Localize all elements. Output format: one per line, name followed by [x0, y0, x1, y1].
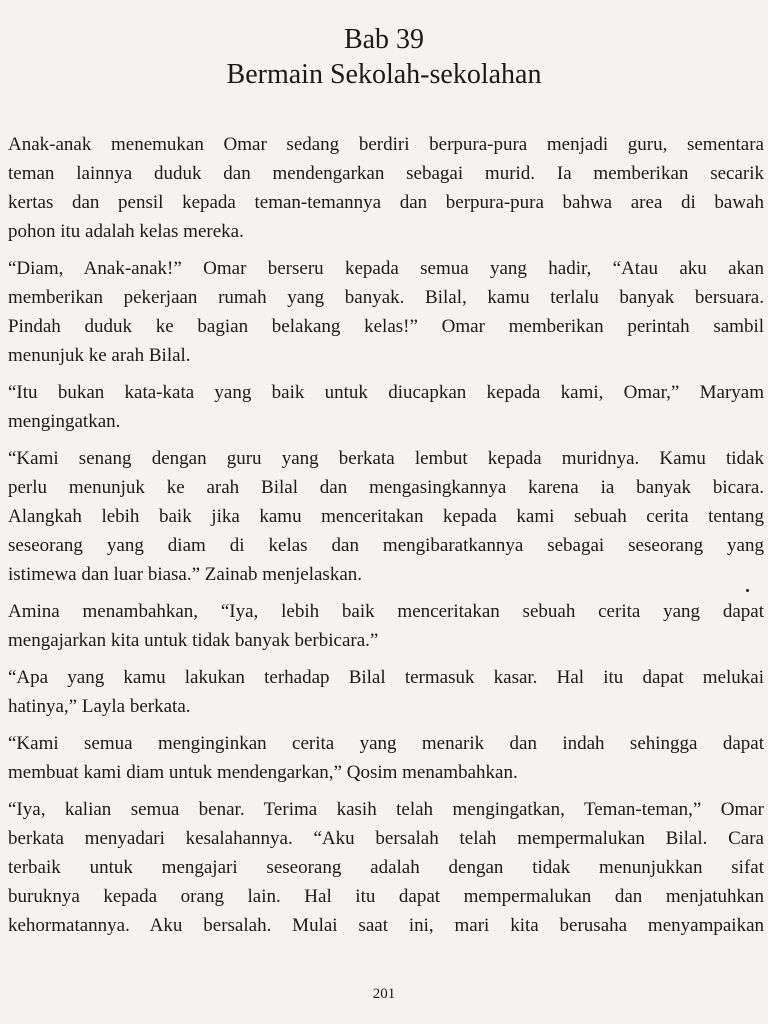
- text-line: mengajarkan kita untuk tidak banyak berbicara.”: [8, 630, 379, 651]
- paragraph: [8, 663, 764, 721]
- paragraph: [8, 795, 764, 940]
- text-line: Pindah duduk ke bagian belakang kelas!” Omar memberikan perintah sambil: [8, 316, 764, 337]
- text-line: “Kami semua menginginkan cerita yang menarik dan indah sehingga dapat: [8, 733, 764, 754]
- text-line: kertas dan pensil kepada teman-temannya dan berpura-pura bahwa area di bawah: [8, 192, 764, 213]
- text-line: Anak-anak menemukan Omar sedang berdiri berpura-pura menjadi guru, sementara: [8, 134, 764, 155]
- paragraph: [8, 130, 764, 246]
- text-line: kehormatannya. Aku bersalah. Mulai saat ini, mari kita berusaha menyampaikan: [8, 915, 764, 936]
- paragraph: [8, 444, 764, 589]
- chapter-title: Bermain Sekolah-sekolahan: [226, 59, 542, 90]
- paragraph: [8, 378, 764, 436]
- text-line: pohon itu adalah kelas mereka.: [8, 221, 244, 242]
- text-line: seseorang yang diam di kelas dan mengibaratkannya sebagai seseorang yang: [8, 535, 764, 556]
- text-line: Alangkah lebih baik jika kamu menceritakan kepada kami sebuah cerita tentang: [8, 506, 764, 527]
- text-line: “Kami senang dengan guru yang berkata lembut kepada muridnya. Kamu tidak: [8, 448, 764, 469]
- text-line: teman lainnya duduk dan mendengarkan sebagai murid. Ia memberikan secarik: [8, 163, 764, 184]
- page-number: 201: [372, 986, 396, 1002]
- paragraph: [8, 729, 764, 787]
- paragraph: [8, 597, 764, 655]
- text-line: buruknya kepada orang lain. Hal itu dapat mempermalukan dan menjatuhkan: [8, 886, 764, 907]
- chapter-number: Bab 39: [343, 24, 425, 55]
- body-text: [8, 130, 764, 948]
- text-line: memberikan pekerjaan rumah yang banyak. Bilal, kamu terlalu banyak bersuara.: [8, 287, 764, 308]
- text-line: “Diam, Anak-anak!” Omar berseru kepada semua yang hadir, “Atau aku akan: [8, 258, 764, 279]
- scan-speck: [746, 589, 749, 592]
- text-line: berkata menyadari kesalahannya. “Aku bersalah telah mempermalukan Bilal. Cara: [8, 828, 764, 849]
- text-line: istimewa dan luar biasa.” Zainab menjelaskan.: [8, 564, 363, 585]
- text-line: “Itu bukan kata-kata yang baik untuk diucapkan kepada kami, Omar,” Maryam: [8, 382, 764, 403]
- text-line: menunjuk ke arah Bilal.: [8, 345, 191, 366]
- text-line: hatinya,” Layla berkata.: [8, 696, 191, 717]
- text-line: “Apa yang kamu lakukan terhadap Bilal termasuk kasar. Hal itu dapat melukai: [8, 667, 764, 688]
- text-line: mengingatkan.: [8, 411, 121, 432]
- text-line: terbaik untuk mengajari seseorang adalah dengan tidak menunjukkan sifat: [8, 857, 764, 878]
- paragraph: [8, 254, 764, 370]
- text-line: membuat kami diam untuk mendengarkan,” Qosim menambahkan.: [8, 762, 518, 783]
- text-line: perlu menunjuk ke arah Bilal dan mengasingkannya karena ia banyak bicara.: [8, 477, 764, 498]
- text-line: Amina menambahkan, “Iya, lebih baik menceritakan sebuah cerita yang dapat: [8, 601, 764, 622]
- text-line: “Iya, kalian semua benar. Terima kasih telah mengingatkan, Teman-teman,” Omar: [8, 799, 764, 820]
